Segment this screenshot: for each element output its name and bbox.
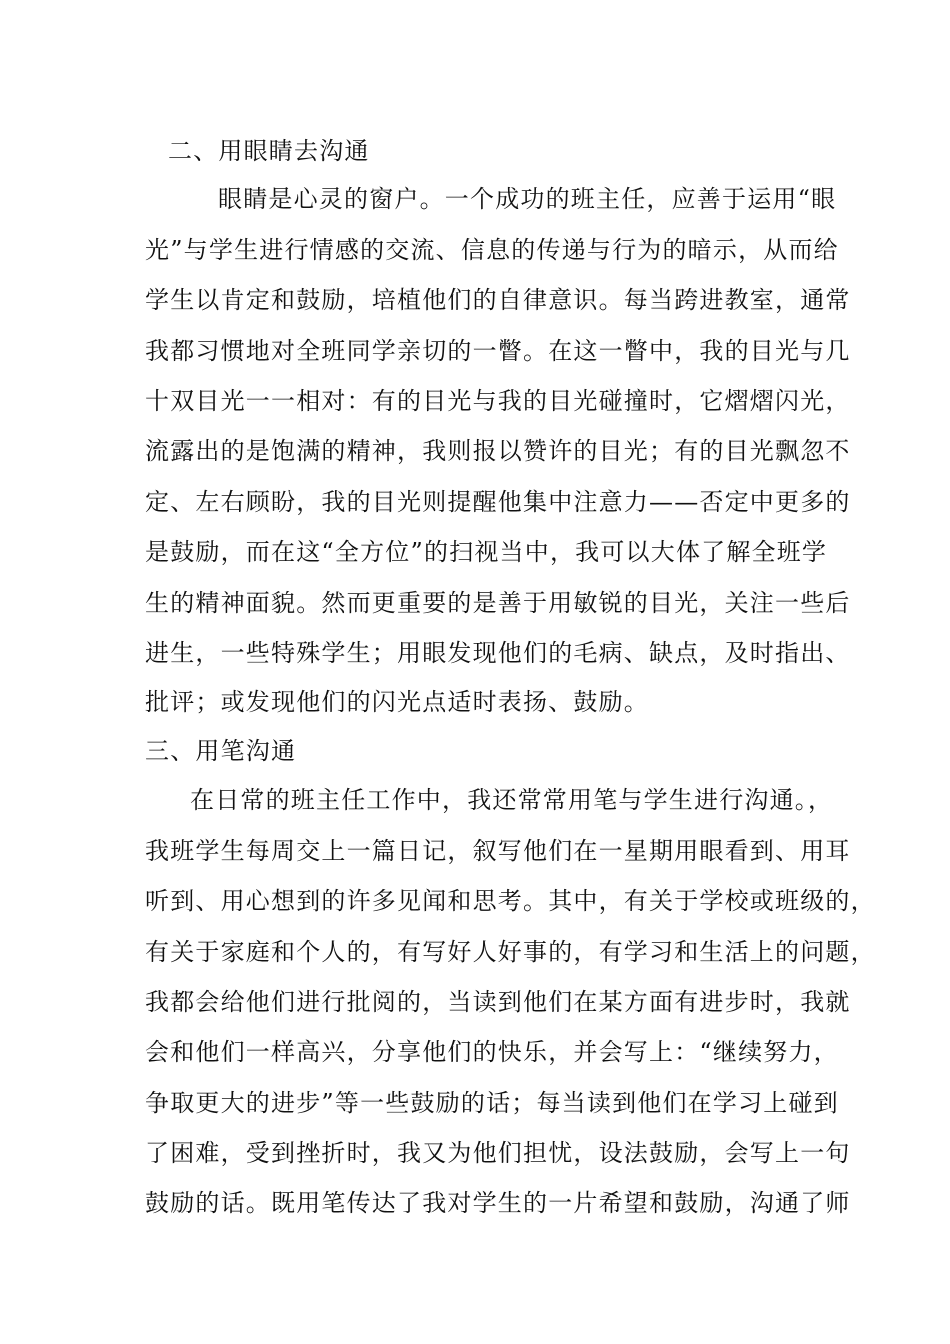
section-heading-pen: 三、用笔沟通 bbox=[145, 737, 297, 765]
paragraph-line: 鼓励的话。既用笔传达了我对学生的一片希望和鼓励，沟通了师 bbox=[145, 1189, 851, 1217]
paragraph-line: 定、左右顾盼，我的目光则提醒他集中注意力——否定中更多的 bbox=[145, 488, 851, 516]
paragraph-line: 了困难，受到挫折时，我又为他们担忧，设法鼓励，会写上一句 bbox=[145, 1139, 851, 1167]
paragraph-line: 是鼓励，而在这“全方位”的扫视当中，我可以大体了解全班学 bbox=[145, 538, 828, 566]
paragraph-line: 在日常的班主任工作中，我还常常用笔与学生进行沟通。， bbox=[190, 786, 834, 814]
paragraph-line: 流露出的是饱满的精神，我则报以赞许的目光；有的目光飘忽不 bbox=[145, 437, 851, 465]
paragraph-line: 我都习惯地对全班同学亲切的一瞥。在这一瞥中，我的目光与几 bbox=[145, 337, 851, 365]
paragraph-line: 会和他们一样高兴，分享他们的快乐，并会写上：“继续努力， bbox=[145, 1038, 839, 1066]
paragraph-line: 光”与学生进行情感的交流、信息的传递与行为的暗示，从而给 bbox=[145, 236, 839, 264]
paragraph-line: 十双目光一一相对：有的目光与我的目光碰撞时，它熠熠闪光， bbox=[145, 387, 851, 415]
paragraph-line: 有关于家庭和个人的，有写好人好事的，有学习和生活上的问题， bbox=[145, 938, 876, 966]
paragraph-line: 我都会给他们进行批阅的，当读到他们在某方面有进步时，我就 bbox=[145, 988, 851, 1016]
paragraph-line: 进生，一些特殊学生；用眼发现他们的毛病、缺点，及时指出、 bbox=[145, 639, 851, 667]
section-heading-eyes: 二、用眼睛去沟通 bbox=[168, 137, 370, 165]
paragraph-line: 我班学生每周交上一篇日记，叙写他们在一星期用眼看到、用耳 bbox=[145, 837, 851, 865]
paragraph-line: 生的精神面貌。然而更重要的是善于用敏锐的目光，关注一些后 bbox=[145, 589, 851, 617]
paragraph-line: 争取更大的进步”等一些鼓励的话；每当读到他们在学习上碰到 bbox=[145, 1089, 839, 1117]
paragraph-line: 眼睛是心灵的窗户。一个成功的班主任，应善于运用“眼 bbox=[218, 185, 837, 213]
paragraph-line: 学生以肯定和鼓励，培植他们的自律意识。每当跨进教室，通常 bbox=[145, 286, 851, 314]
paragraph-line: 听到、用心想到的许多见闻和思考。其中，有关于学校或班级的， bbox=[145, 887, 876, 915]
paragraph-line: 批评；或发现他们的闪光点适时表扬、鼓励。 bbox=[145, 688, 649, 716]
